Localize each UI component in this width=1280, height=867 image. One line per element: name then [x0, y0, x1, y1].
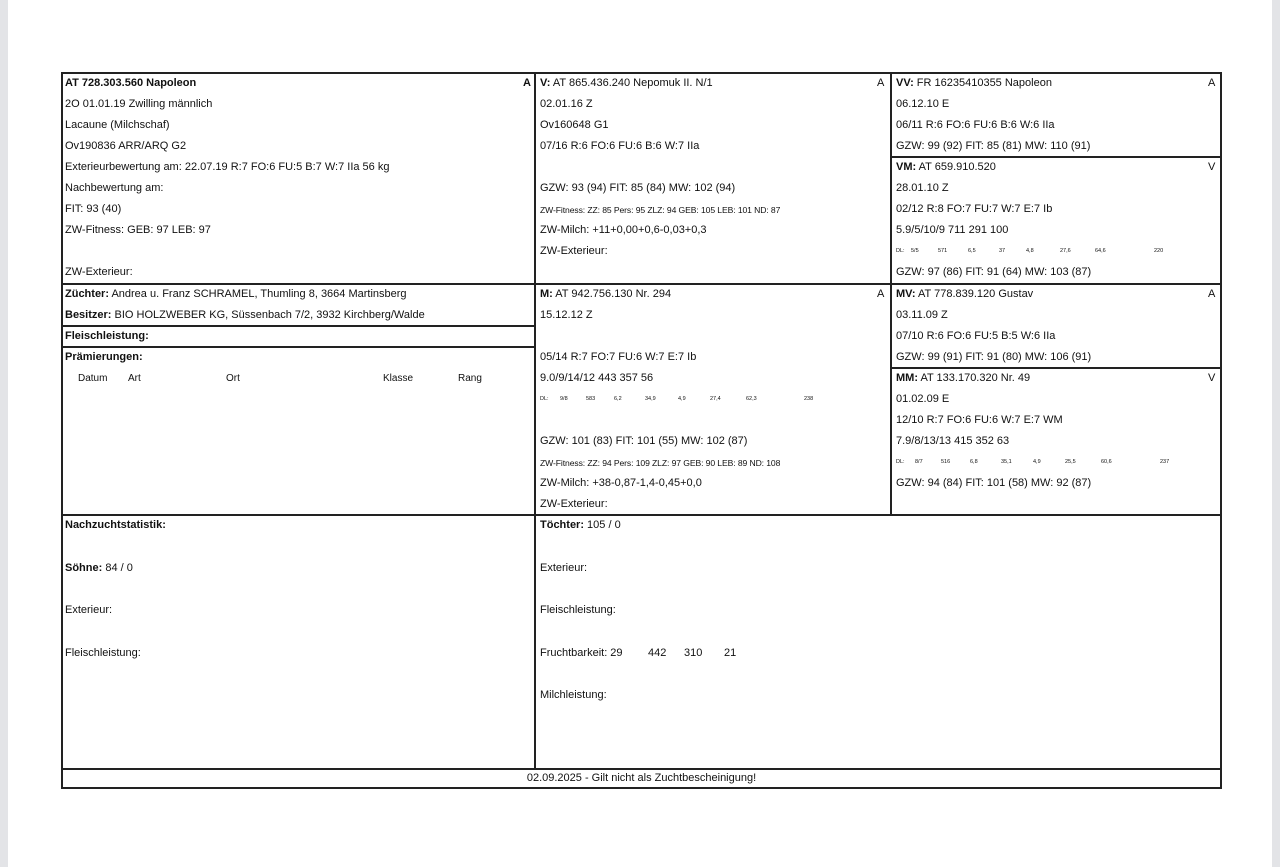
- mv-mm-divider: [890, 367, 1222, 369]
- fruchtbarkeit-value-2: 310: [684, 647, 703, 659]
- vm-code: V: [1208, 161, 1216, 173]
- dam-birth: 15.12.12 Z: [540, 309, 593, 321]
- mv-exterior: 07/10 R:6 FO:6 FU:5 B:5 W:6 IIa: [896, 330, 1056, 342]
- column-divider-2: [890, 72, 892, 516]
- vm-dl-8: 220: [1154, 248, 1164, 254]
- mm-dl-0: DL:: [896, 459, 905, 465]
- mv-title-text: AT 778.839.120 Gustav: [915, 288, 1034, 300]
- dam-dl-7: 62,3: [746, 396, 757, 402]
- soehne-label: Söhne:: [65, 562, 103, 574]
- mm-birth: 01.02.09 E: [896, 393, 950, 405]
- fruchtbarkeit-value-1: 442: [648, 647, 667, 659]
- mv-label: MV:: [896, 288, 916, 300]
- vm-dl-6: 27,6: [1060, 248, 1071, 254]
- vv-title-text: FR 16235410355 Napoleon: [913, 77, 1052, 89]
- animal-zw-fitness: ZW-Fitness: GEB: 97 LEB: 97: [65, 224, 211, 236]
- sire-ov: Ov160648 G1: [540, 119, 609, 131]
- fleisch-divider-top: [61, 325, 535, 327]
- sire-code: A: [877, 77, 885, 89]
- stats-title: Nachzuchtstatistik:: [65, 519, 166, 531]
- mv-birth: 03.11.09 Z: [896, 309, 948, 321]
- animal-ov: Ov190836 ARR/ARQ G2: [65, 140, 187, 152]
- vm-dl-1: 5/5: [911, 248, 919, 254]
- fleisch-divider-bottom: [61, 346, 535, 348]
- animal-breed: Lacaune (Milchschaf): [65, 119, 170, 131]
- animal-rating: Nachbewertung am:: [65, 182, 164, 194]
- mm-dl-7: 60,6: [1101, 459, 1112, 465]
- mv-gzw: GZW: 99 (91) FIT: 91 (80) MW: 106 (91): [896, 351, 1092, 363]
- mm-performance: 7.9/8/13/13 415 352 63: [896, 435, 1010, 447]
- dam-label: M:: [540, 288, 553, 300]
- footer-divider: [61, 768, 1222, 770]
- frame-top: [61, 72, 1222, 74]
- dam-dl-1: 9/8: [560, 396, 568, 402]
- toechter-line: [540, 519, 621, 532]
- vm-dl-5: 4,8: [1026, 248, 1034, 254]
- besitzer-value: BIO HOLZWEBER KG, Süssenbach 7/2, 3932 Kirchberg/Walde: [111, 309, 425, 321]
- document-page: [8, 0, 1272, 867]
- animal-zw-exterieur: ZW-Exterieur:: [65, 266, 133, 278]
- sire-title-text: AT 865.436.240 Nepomuk II. N/1: [550, 77, 713, 89]
- dam-exterior: 05/14 R:7 FO:7 FU:6 W:7 E:7 Ib: [540, 351, 697, 363]
- vm-gzw: GZW: 97 (86) FIT: 91 (64) MW: 103 (87): [896, 266, 1092, 278]
- mm-dl-5: 4,9: [1033, 459, 1041, 465]
- mm-code: V: [1208, 372, 1216, 384]
- col-art: Art: [128, 373, 141, 384]
- dam-gzw: GZW: 101 (83) FIT: 101 (55) MW: 102 (87): [540, 435, 748, 447]
- praemierungen-label: Prämierungen:: [65, 351, 143, 363]
- zuechter-label: Züchter:: [65, 288, 109, 300]
- daughters-fleisch: Fleischleistung:: [540, 604, 616, 616]
- soehne-value: 84 / 0: [102, 562, 133, 574]
- sire-exterior: 07/16 R:6 FO:6 FU:6 B:6 W:7 IIa: [540, 140, 700, 152]
- animal-exterior: Exterieurbewertung am: 22.07.19 R:7 FO:6 FU:5 B:7 W:7 IIa 56 kg: [65, 161, 390, 173]
- dam-performance: 9.0/9/14/12 443 357 56: [540, 372, 654, 384]
- frame-left: [61, 72, 63, 789]
- mv-title: [896, 288, 1033, 301]
- vm-dl-2: 571: [938, 248, 948, 254]
- col-klasse: Klasse: [383, 373, 414, 384]
- stats-exterieur: Exterieur:: [65, 604, 113, 616]
- dam-dl-2: 583: [586, 396, 596, 402]
- toechter-value: 105 / 0: [584, 519, 621, 531]
- besitzer-label: Besitzer:: [65, 309, 112, 321]
- soehne-line: [65, 562, 133, 575]
- sire-zw-fitness: ZW-Fitness: ZZ: 85 Pers: 95 ZLZ: 94 GEB: 105 LEB: 101 ND: 87: [540, 205, 781, 215]
- fruchtbarkeit-value-3: 21: [724, 647, 737, 659]
- zuechter-line: [65, 288, 407, 301]
- frame-bottom: [61, 787, 1222, 789]
- animal-fit: FIT: 93 (40): [65, 203, 122, 215]
- sire-birth: 02.01.16 Z: [540, 98, 593, 110]
- mm-dl-8: 237: [1160, 459, 1170, 465]
- vm-birth: 28.01.10 Z: [896, 182, 949, 194]
- sire-zw-milch: ZW-Milch: +11+0,00+0,6-0,03+0,3: [540, 224, 707, 236]
- mm-dl-2: 516: [941, 459, 951, 465]
- sire-title: [540, 77, 713, 90]
- vm-title: [896, 161, 996, 174]
- vv-code: A: [1208, 77, 1216, 89]
- mm-dl-4: 35,1: [1001, 459, 1012, 465]
- column-divider-1: [534, 72, 536, 769]
- dam-zw-fitness: ZW-Fitness: ZZ: 94 Pers: 109 ZLZ: 97 GEB: 90 LEB: 89 ND: 108: [540, 458, 781, 468]
- vm-label: VM:: [896, 161, 917, 173]
- dam-zw-exterieur: ZW-Exterieur:: [540, 498, 608, 510]
- col-datum: Datum: [78, 373, 108, 384]
- mm-dl-3: 6,8: [970, 459, 978, 465]
- vv-birth: 06.12.10 E: [896, 98, 950, 110]
- mm-dl-6: 25,5: [1065, 459, 1076, 465]
- vm-dl-4: 37: [999, 248, 1006, 254]
- fleischleistung-label: Fleischleistung:: [65, 330, 149, 342]
- dam-dl-3: 6,2: [614, 396, 622, 402]
- animal-title: AT 728.303.560 Napoleon: [65, 77, 197, 89]
- vv-gzw: GZW: 99 (92) FIT: 85 (81) MW: 110 (91): [896, 140, 1091, 152]
- vv-vm-divider: [890, 156, 1222, 158]
- sire-gzw: GZW: 93 (94) FIT: 85 (84) MW: 102 (94): [540, 182, 736, 194]
- dam-code: A: [877, 288, 885, 300]
- vm-dl-7: 64,6: [1095, 248, 1106, 254]
- vv-label: VV:: [896, 77, 914, 89]
- dam-dl-5: 4,9: [678, 396, 686, 402]
- dam-title: [540, 288, 671, 301]
- col-rang: Rang: [458, 373, 482, 384]
- vm-performance: 5.9/5/10/9 711 291 100: [896, 224, 1009, 236]
- vv-title: [896, 77, 1052, 90]
- mv-code: A: [1208, 288, 1216, 300]
- sire-zw-exterieur: ZW-Exterieur:: [540, 245, 608, 257]
- vm-dl-3: 6,5: [968, 248, 976, 254]
- dam-dl-6: 27,4: [710, 396, 721, 402]
- vv-exterior: 06/11 R:6 FO:6 FU:6 B:6 W:6 IIa: [896, 119, 1055, 131]
- zuechter-value: Andrea u. Franz SCHRAMEL, Thumling 8, 3664 Martinsberg: [109, 288, 407, 300]
- animal-code: A: [523, 77, 531, 89]
- fruchtbarkeit-label: Fruchtbarkeit: 29: [540, 647, 623, 659]
- daughters-milch: Milchleistung:: [540, 689, 607, 701]
- col-ort: Ort: [226, 373, 240, 384]
- stats-fleisch: Fleischleistung:: [65, 647, 141, 659]
- vm-dl-0: DL:: [896, 248, 905, 254]
- daughters-exterieur: Exterieur:: [540, 562, 588, 574]
- animal-birth: 2O 01.01.19 Zwilling männlich: [65, 98, 213, 110]
- row-divider-1: [61, 283, 1222, 285]
- besitzer-line: [65, 309, 425, 322]
- dam-dl-0: DL:: [540, 396, 549, 402]
- row-divider-2: [61, 514, 1222, 516]
- dam-zw-milch: ZW-Milch: +38-0,87-1,4-0,45+0,0: [540, 477, 702, 489]
- dam-dl-4: 34,9: [645, 396, 656, 402]
- sire-label: V:: [540, 77, 551, 89]
- dam-dl-8: 238: [804, 396, 814, 402]
- mm-gzw: GZW: 94 (84) FIT: 101 (58) MW: 92 (87): [896, 477, 1092, 489]
- mm-label: MM:: [896, 372, 918, 384]
- dam-title-text: AT 942.756.130 Nr. 294: [552, 288, 672, 300]
- mm-title-text: AT 133.170.320 Nr. 49: [918, 372, 1031, 384]
- frame-right: [1220, 72, 1222, 789]
- mm-dl-1: 8/7: [915, 459, 923, 465]
- footer-note: 02.09.2025 - Gilt nicht als Zuchtbescheinigung!: [526, 772, 757, 784]
- vm-title-text: AT 659.910.520: [916, 161, 996, 173]
- toechter-label: Töchter:: [540, 519, 584, 531]
- mm-title: [896, 372, 1030, 385]
- vm-exterior: 02/12 R:8 FO:7 FU:7 W:7 E:7 Ib: [896, 203, 1053, 215]
- mm-exterior: 12/10 R:7 FO:6 FU:6 W:7 E:7 WM: [896, 414, 1063, 426]
